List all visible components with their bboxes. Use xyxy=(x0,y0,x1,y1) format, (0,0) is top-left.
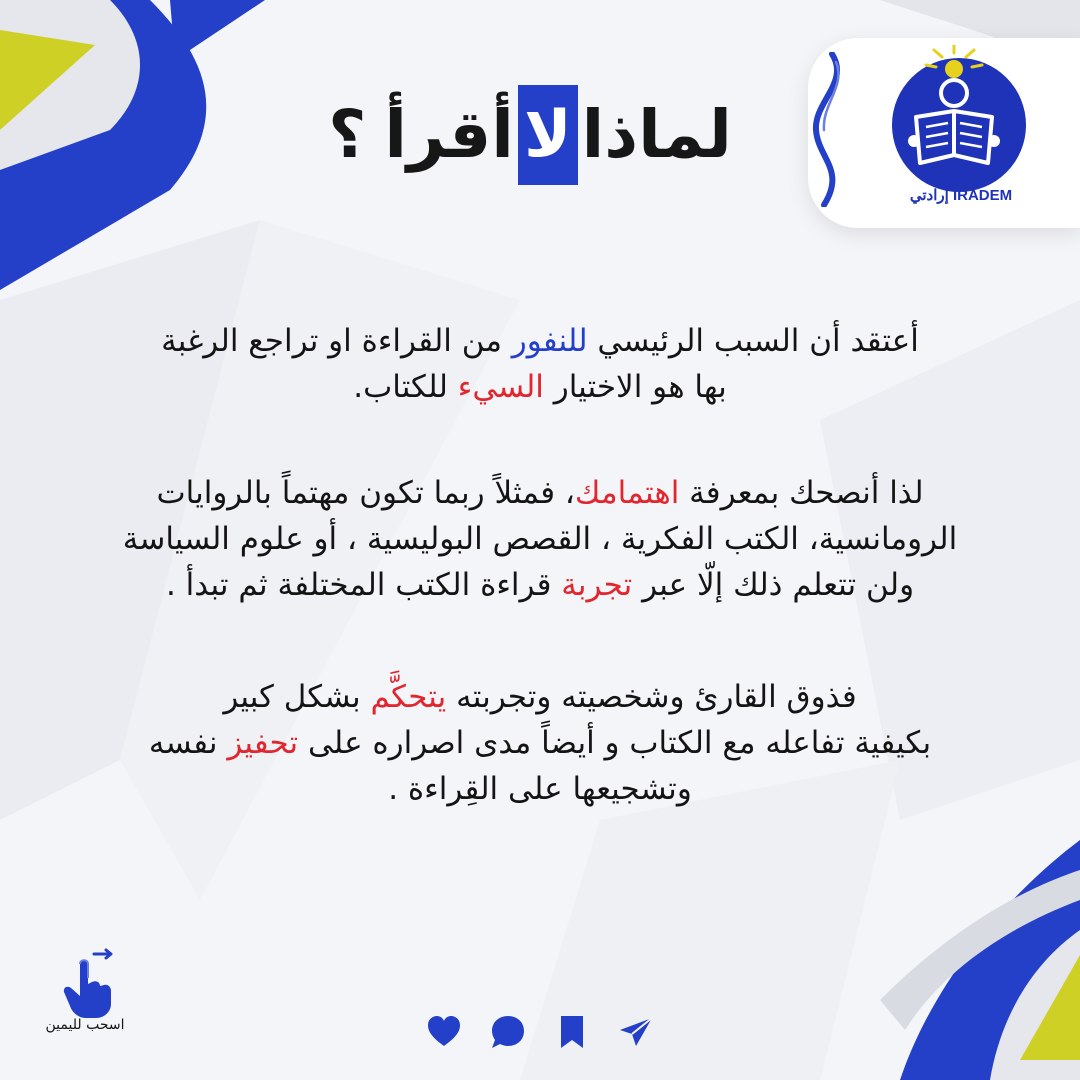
paragraph-line xyxy=(40,470,1040,516)
text-segment: وتشجيعها على القِراءة . xyxy=(388,771,692,807)
brand-logo-text-en: IRADEM xyxy=(952,187,1013,204)
paragraph-line xyxy=(40,674,1040,720)
text-segment: أعتقد أن السبب الرئيسي xyxy=(587,323,919,359)
highlight-word: تحفيز xyxy=(227,725,299,761)
brand-logo-text xyxy=(894,186,1028,204)
text-segment: الرومانسية، الكتب الفكرية ، القصص البوليسية ، أو علوم السياسة xyxy=(122,521,958,557)
paragraph-3 xyxy=(40,674,1040,812)
text-segment: قراءة الكتب المختلفة ثم تبدأ . xyxy=(165,567,562,603)
paragraph-line xyxy=(40,720,1040,766)
swipe-right-hand-icon[interactable] xyxy=(58,948,122,1020)
paragraph-line xyxy=(40,318,1040,364)
text-segment: لذا أنصحك بمعرفة xyxy=(679,475,924,511)
text-segment: نفسه xyxy=(148,725,228,761)
text-segment: بكيفية تفاعله مع الكتاب و أيضاً مدى اصراره على xyxy=(298,725,932,761)
title-highlight: لا xyxy=(518,85,578,185)
text-segment: فذوق القارئ وشخصيته وتجربته xyxy=(446,679,857,715)
comment-icon[interactable] xyxy=(488,1010,528,1054)
heart-icon[interactable] xyxy=(424,1010,464,1054)
title-part-1: لماذا xyxy=(581,96,732,173)
bookmark-icon[interactable] xyxy=(552,1010,592,1054)
swipe-label: اسحب لليمين xyxy=(45,1017,125,1033)
title-part-2: أقرأ xyxy=(384,96,514,173)
title-question-mark: ؟ xyxy=(328,96,367,173)
text-segment: ولن تتعلم ذلك إلّا عبر xyxy=(632,567,915,603)
paragraph-line xyxy=(40,364,1040,410)
highlight-word: تجربة xyxy=(561,567,633,603)
highlight-word: للنفور xyxy=(511,323,588,359)
paragraph-1 xyxy=(40,318,1040,410)
text-segment: بها هو الاختيار xyxy=(543,369,727,405)
paragraph-2 xyxy=(40,470,1040,608)
paragraph-line xyxy=(40,516,1040,562)
send-icon[interactable] xyxy=(616,1010,656,1054)
highlight-word: يتحكَّم xyxy=(370,679,447,715)
highlight-word: اهتمامك xyxy=(574,475,680,511)
paragraph-line xyxy=(40,766,1040,812)
text-segment: بشكل كبير xyxy=(223,679,371,715)
text-segment: ، فمثلاً ربما تكون مهتماً بالروايات xyxy=(156,475,575,511)
paragraph-line xyxy=(40,562,1040,608)
text-segment: من القراءة او تراجع الرغبة xyxy=(161,323,512,359)
text-segment: للكتاب. xyxy=(353,369,458,405)
page-title xyxy=(0,85,1080,185)
brand-logo-text-ar: إرادتي xyxy=(909,187,949,204)
action-bar xyxy=(420,1010,660,1054)
highlight-word: السيء xyxy=(457,369,544,405)
